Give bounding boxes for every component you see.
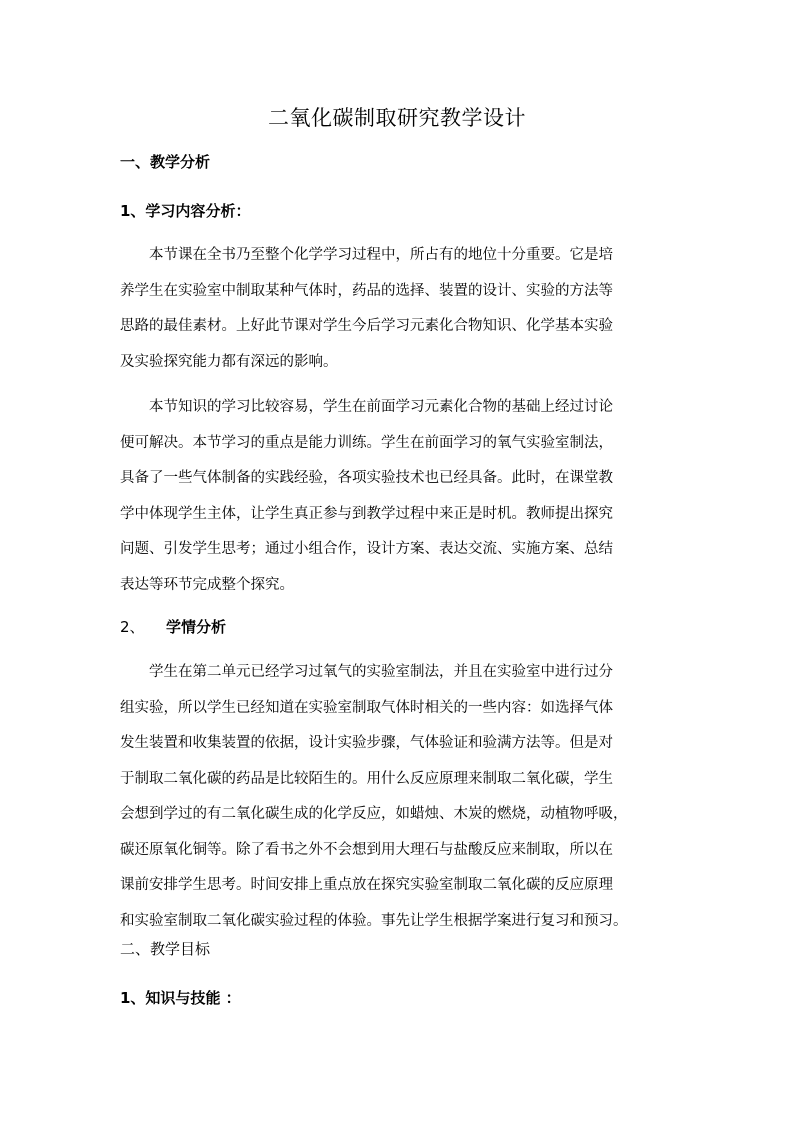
paragraph-line: 学中体现学生主体，让学生真正参与到教学过程中来正是时机。教师提出探究 <box>120 505 613 522</box>
paragraph-line: 组实验，所以学生已经知道在实验室制取气体时相关的一些内容：如选择气体 <box>120 699 613 716</box>
subheading-learner-analysis <box>120 616 226 637</box>
paragraph-line: 碳还原氧化铜等。除了看书之外不会想到用大理石与盐酸反应来制取，所以在 <box>120 841 613 858</box>
paragraph-line: 课前安排学生思考。时间安排上重点放在探究实验室制取二氧化碳的反应原理 <box>120 877 613 893</box>
paragraph-content-significance <box>120 238 675 380</box>
subheading-number: 2、 <box>120 618 145 636</box>
paragraph-line: 养学生在实验室中制取某种气体时，药品的选择、装置的设计、实验的方法等 <box>120 282 613 299</box>
paragraph-learner-situation <box>120 655 675 939</box>
subheading-text: 学情分析 <box>166 618 227 636</box>
document-title: 二氧化碳制取研究教学设计 <box>268 106 526 130</box>
paragraph-line: 会想到学过的有二氧化碳生成的化学反应，如蜡烛、木炭的燃烧，动植物呼吸， <box>120 806 628 822</box>
paragraph-line: 本节知识的学习比较容易，学生在前面学习元素化合物的基础上经过讨论 <box>149 399 613 415</box>
paragraph-line: 学生在第二单元已经学习过氧气的实验室制法，并且在实验室中进行过分 <box>149 664 613 680</box>
paragraph-line: 发生装置和收集装置的依据，设计实验步骤，气体验证和验满方法等。但是对 <box>120 735 613 751</box>
paragraph-knowledge-difficulty <box>120 390 675 603</box>
paragraph-line: 思路的最佳素材。上好此节课对学生今后学习元素化合物知识、化学基本实验 <box>120 318 613 334</box>
paragraph-line: 本节课在全书乃至整个化学学习过程中，所占有的地位十分重要。它是培 <box>149 247 613 263</box>
subheading-knowledge-skills: 1、知识与技能 ： <box>120 989 241 1007</box>
paragraph-line: 具备了一些气体制备的实践经验，各项实验技术也已经具备。此时，在课堂教 <box>120 470 613 486</box>
paragraph-line: 表达等环节完成整个探究。 <box>120 576 294 593</box>
paragraph-line: 和实验室制取二氧化碳实验过程的体验。事先让学生根据学案进行复习和预习。 <box>120 912 628 929</box>
paragraph-line: 于制取二氧化碳的药品是比较陌生的。用什么反应原理来制取二氧化碳，学生 <box>120 770 613 787</box>
subheading-content-analysis: 1、学习内容分析： <box>120 202 251 220</box>
paragraph-line: 问题、引发学生思考；通过小组合作，设计方案、表达交流、实施方案、总结 <box>120 541 613 557</box>
section-heading-teaching-analysis: 一、教学分析 <box>120 153 211 171</box>
section-heading-teaching-goals: 二、教学目标 <box>120 940 211 958</box>
paragraph-line: 及实验探究能力都有深远的影响。 <box>120 353 338 370</box>
paragraph-line: 便可解决。本节学习的重点是能力训练。学生在前面学习的氧气实验室制法， <box>120 434 613 451</box>
